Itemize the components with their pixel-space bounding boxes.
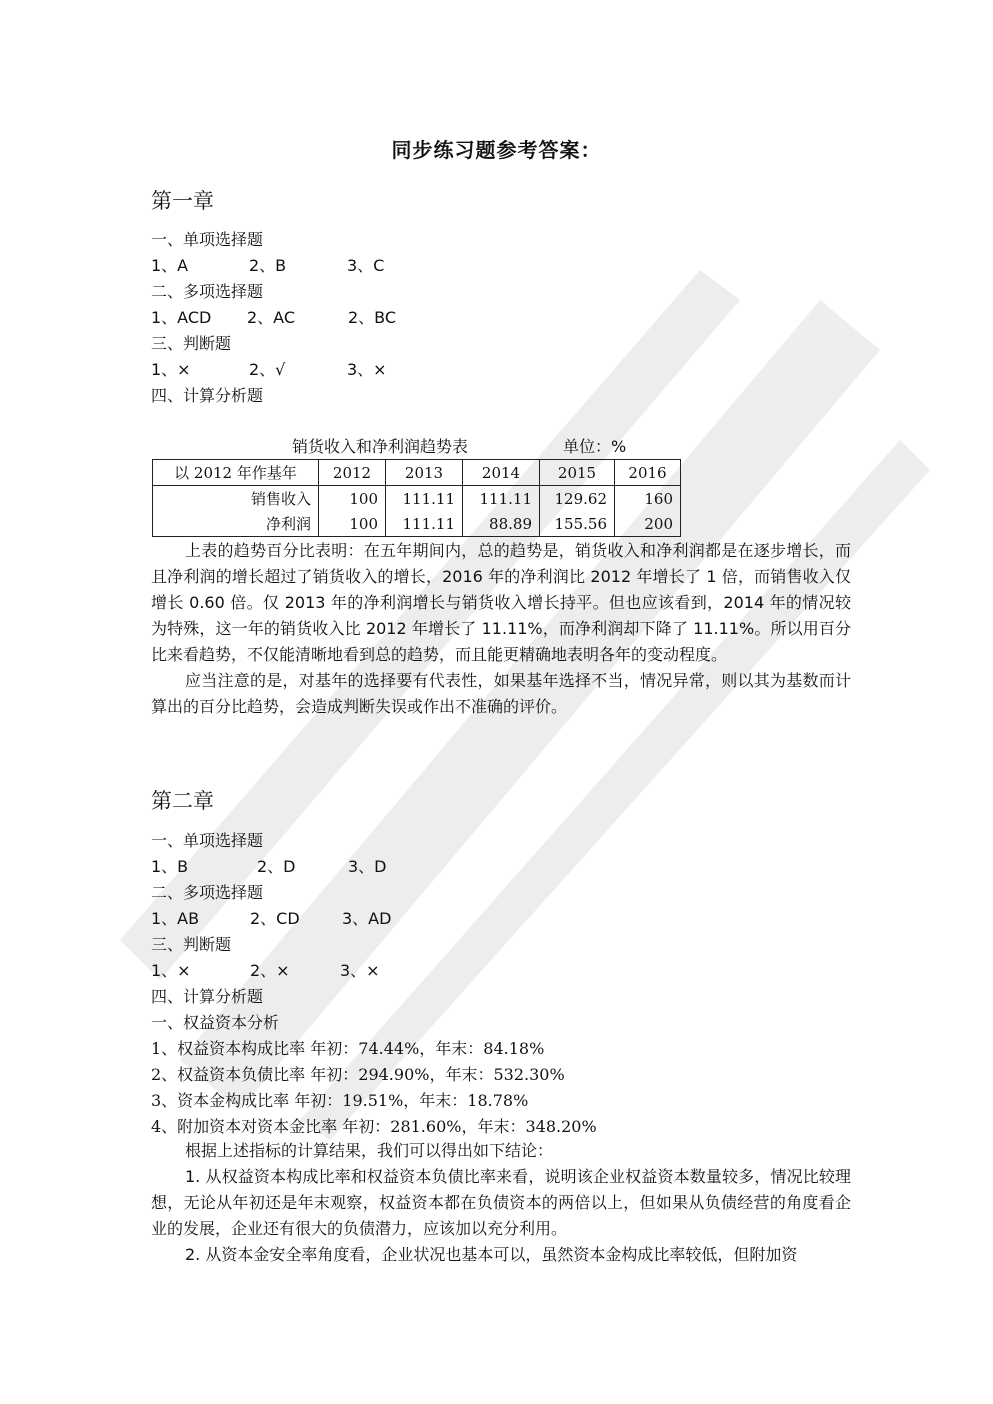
ch2-multiple-choice-answers (151, 906, 391, 929)
answer: 2、D (257, 857, 296, 876)
paragraph: 1. 从权益资本构成比率和权益资本负债比率来看，说明该企业权益资本数量较多，情况比较理想，无论从年初还是年末观察，权益资本都在负债资本的两倍以上，但如果从负债经营的角度看企业的发展，企业还有很大的负债潜力，应该加以充分利用。 (151, 1167, 851, 1238)
ch1-single-choice-answers (151, 253, 384, 276)
cell: 160 (615, 486, 681, 512)
ratio-line: 3、资本金构成比率 年初：19.51%，年末：18.78% (151, 1091, 529, 1110)
cell: 155.56 (540, 511, 615, 537)
answer: 1、× (151, 360, 191, 379)
ch1-single-choice-heading: 一、单项选择题 (151, 230, 264, 249)
answer: 3、D (348, 857, 387, 876)
header-cell: 2015 (540, 460, 615, 486)
answer: 1、× (151, 961, 191, 980)
header-cell: 2012 (319, 460, 386, 486)
ch1-multiple-choice-heading: 二、多项选择题 (151, 282, 264, 301)
ch1-analysis-text (151, 538, 851, 720)
row-label: 销售收入 (153, 486, 319, 512)
chapter-2-heading: 第二章 (151, 789, 214, 813)
answer: 2、B (249, 256, 287, 275)
table-header-row (153, 460, 681, 486)
ch1-true-false-heading: 三、判断题 (151, 334, 232, 353)
row-label: 净利润 (153, 511, 319, 537)
table-row (153, 511, 681, 537)
table-unit: 单位：% (563, 437, 627, 456)
answer: 1、B (151, 857, 189, 876)
header-cell: 以 2012 年作基年 (153, 460, 319, 486)
answer: 3、× (340, 961, 380, 980)
ch2-conclusion-text (151, 1138, 851, 1268)
ch1-calculation-heading: 四、计算分析题 (151, 386, 264, 405)
table-row (153, 486, 681, 512)
answer: 3、× (347, 360, 387, 379)
paragraph: 2. 从资本金安全率角度看，企业状况也基本可以，虽然资本金构成比率较低，但附加资 (185, 1245, 798, 1264)
cell: 100 (319, 511, 386, 537)
answer: 2、CD (250, 909, 300, 928)
header-cell: 2013 (386, 460, 463, 486)
ch2-single-choice-answers (151, 854, 387, 877)
ch2-true-false-heading: 三、判断题 (151, 935, 232, 954)
answer: 2、√ (249, 360, 286, 379)
table-caption: 销货收入和净利润趋势表 (292, 437, 469, 456)
ch2-true-false-answers (151, 958, 380, 981)
answer: 1、A (151, 256, 189, 275)
equity-analysis-heading: 一、权益资本分析 (151, 1013, 280, 1032)
answer: 2、AC (247, 308, 296, 327)
cell: 129.62 (540, 486, 615, 512)
answer: 1、ACD (151, 308, 212, 327)
paragraph: 上表的趋势百分比表明：在五年期间内，总的趋势是，销货收入和净利润都是在逐步增长，而且净利润的增长超过了销货收入的增长，2016 年的净利润比 2012 年增长了 1 倍，而销售收入仅增长 0.60 倍。仅 2013 年的净利润增长与销货收入增长持平。但也应该看到，2014 年的情况较为特殊，这一年的销货收入比 2012 年增长了 11.11%，而净利润却下降了 11.11%。所以用百分比来看趋势，不仅能清晰地看到总的趋势，而且能更精确地表明各年的变动程度。 (151, 541, 851, 664)
answer: 3、AD (342, 909, 392, 928)
page-title: 同步练习题参考答案： (391, 138, 602, 162)
ch1-true-false-answers (151, 357, 387, 380)
paragraph: 根据上述指标的计算结果，我们可以得出如下结论： (185, 1141, 554, 1160)
ratio-line: 4、附加资本对资本金比率 年初：281.60%，年末：348.20% (151, 1117, 597, 1136)
paragraph: 应当注意的是，对基年的选择要有代表性，如果基年选择不当，情况异常，则以其为基数而计算出的百分比趋势，会造成判断失误或作出不准确的评价。 (151, 671, 851, 716)
ratio-line: 1、权益资本构成比率 年初：74.44%，年末：84.18% (151, 1039, 545, 1058)
answer: 2、× (250, 961, 290, 980)
cell: 111.11 (463, 486, 540, 512)
cell: 88.89 (463, 511, 540, 537)
cell: 100 (319, 486, 386, 512)
header-cell: 2014 (463, 460, 540, 486)
answer: 1、AB (151, 909, 200, 928)
chapter-1-heading: 第一章 (151, 189, 214, 213)
cell: 200 (615, 511, 681, 537)
answer: 3、C (347, 256, 385, 275)
header-cell: 2016 (615, 460, 681, 486)
ch1-multiple-choice-answers (151, 305, 396, 328)
cell: 111.11 (386, 486, 463, 512)
ch2-single-choice-heading: 一、单项选择题 (151, 831, 264, 850)
cell: 111.11 (386, 511, 463, 537)
ch2-calculation-heading: 四、计算分析题 (151, 987, 264, 1006)
ch2-multiple-choice-heading: 二、多项选择题 (151, 883, 264, 902)
ratio-line: 2、权益资本负债比率 年初：294.90%，年末：532.30% (151, 1065, 565, 1084)
trend-table (152, 459, 681, 537)
answer: 2、BC (348, 308, 397, 327)
